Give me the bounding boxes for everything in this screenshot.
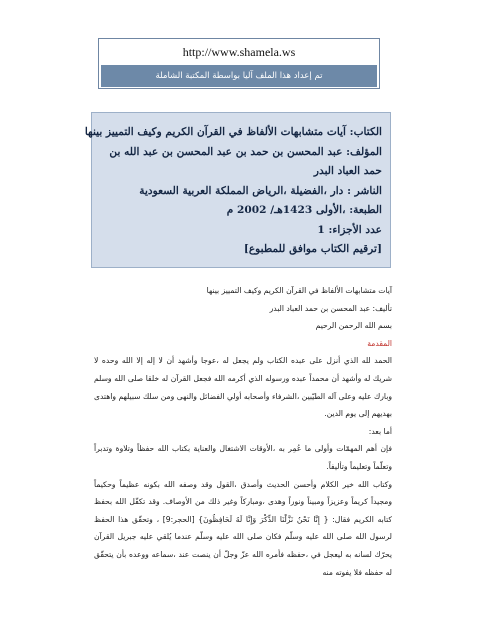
book-body bbox=[94, 282, 392, 581]
intro-heading: المقدمة bbox=[367, 338, 392, 348]
book-title: الكتاب: آيات متشابهات الألفاظ في القرآن الكريم وكيف التمييز بينها bbox=[84, 126, 382, 138]
paragraph-importance: فإن أهم المهمّات وأولى ما عُمِر به ،الأوقات الاشتغال والعناية بكتاب الله حفظاً وتلاوة وتدبراً وتعلّماً وتعليماً وتأليفاً. bbox=[94, 444, 392, 471]
generated-banner: تم إعداد هذا الملف آليا بواسطة المكتبة الشاملة bbox=[101, 65, 377, 87]
book-pagination-note: [ترقيم الكتاب موافق للمطبوع] bbox=[243, 243, 382, 255]
paragraph-book-of-allah: وكتاب الله خير الكلام وأحسن الحديث وأصدق ،القول وقد وصفه الله بكونه عظيماً وحكيماً ومجيداً كريماً وعزيزاً ومبيناً ونوراً وهدى ،ومباركاً وغير ذلك من الأوصاف. وقد تكفّل الله بحفظ كتابه الكريم فقال: { إِنَّا نَحْنُ نَزَّلْنَا الذِّكْرَ وَإِنَّا لَهُ لَحَافِظُونَ} [الحجر:9] ، وتحقّق هذا الحفظ لرسول الله صلى الله عليه وسلّم فكان صلى الله عليه وسلّم عندما يُلقي عليه جبريل القرآن يحرّك لسانه به ليعجل في ،حفظه فأمره الله عزّ وجلّ أن ينصت عند ،سماعه ووعده بأن يتحقّق له حفظه فلا يفوته منه bbox=[94, 479, 392, 577]
book-edition: الطبعة: ،الأولى 1423هـ/ 2002 م bbox=[226, 204, 382, 216]
site-url-link[interactable]: http://www.shamela.ws bbox=[182, 45, 296, 59]
basmala: بسم الله الرحمن الرحيم bbox=[315, 321, 392, 331]
book-info-panel bbox=[84, 112, 391, 268]
amma-bad: أما بعد: bbox=[368, 426, 392, 436]
paragraph-praise: الحمد لله الذي أنزل على عبده الكتاب ولم يجعل له ،عوجا وأشهد أن لا إله إلا الله وحده لا شريك له وأشهد أن محمداً عبده ورسوله الذي أكرمه الله فجعل القرآن له خلقا صلى الله وسلم وبارك عليه وعلى آله الطيّبين ،الشرفاء وأصحابه أولي الفضائل والنهى ومن سلك سبيلهم واهتدى بهديهم إلى يوم الدين. bbox=[94, 356, 392, 419]
body-author: تأليف: عبد المحسن بن حمد العباد البدر bbox=[269, 303, 392, 313]
book-author: المؤلف: عبد المحسن بن حمد بن عبد المحسن بن عبد الله بن حمد العباد البدر bbox=[109, 145, 382, 177]
site-header bbox=[98, 38, 380, 89]
book-publisher: الناشر : دار ،الفضيلة ،الرياض المملكة العربية السعودية bbox=[139, 184, 382, 197]
body-title: آيات متشابهات الألفاظ في القرآن الكريم وكيف التمييز بينها bbox=[206, 286, 392, 295]
book-parts: عدد الأجزاء: 1 bbox=[317, 223, 382, 236]
